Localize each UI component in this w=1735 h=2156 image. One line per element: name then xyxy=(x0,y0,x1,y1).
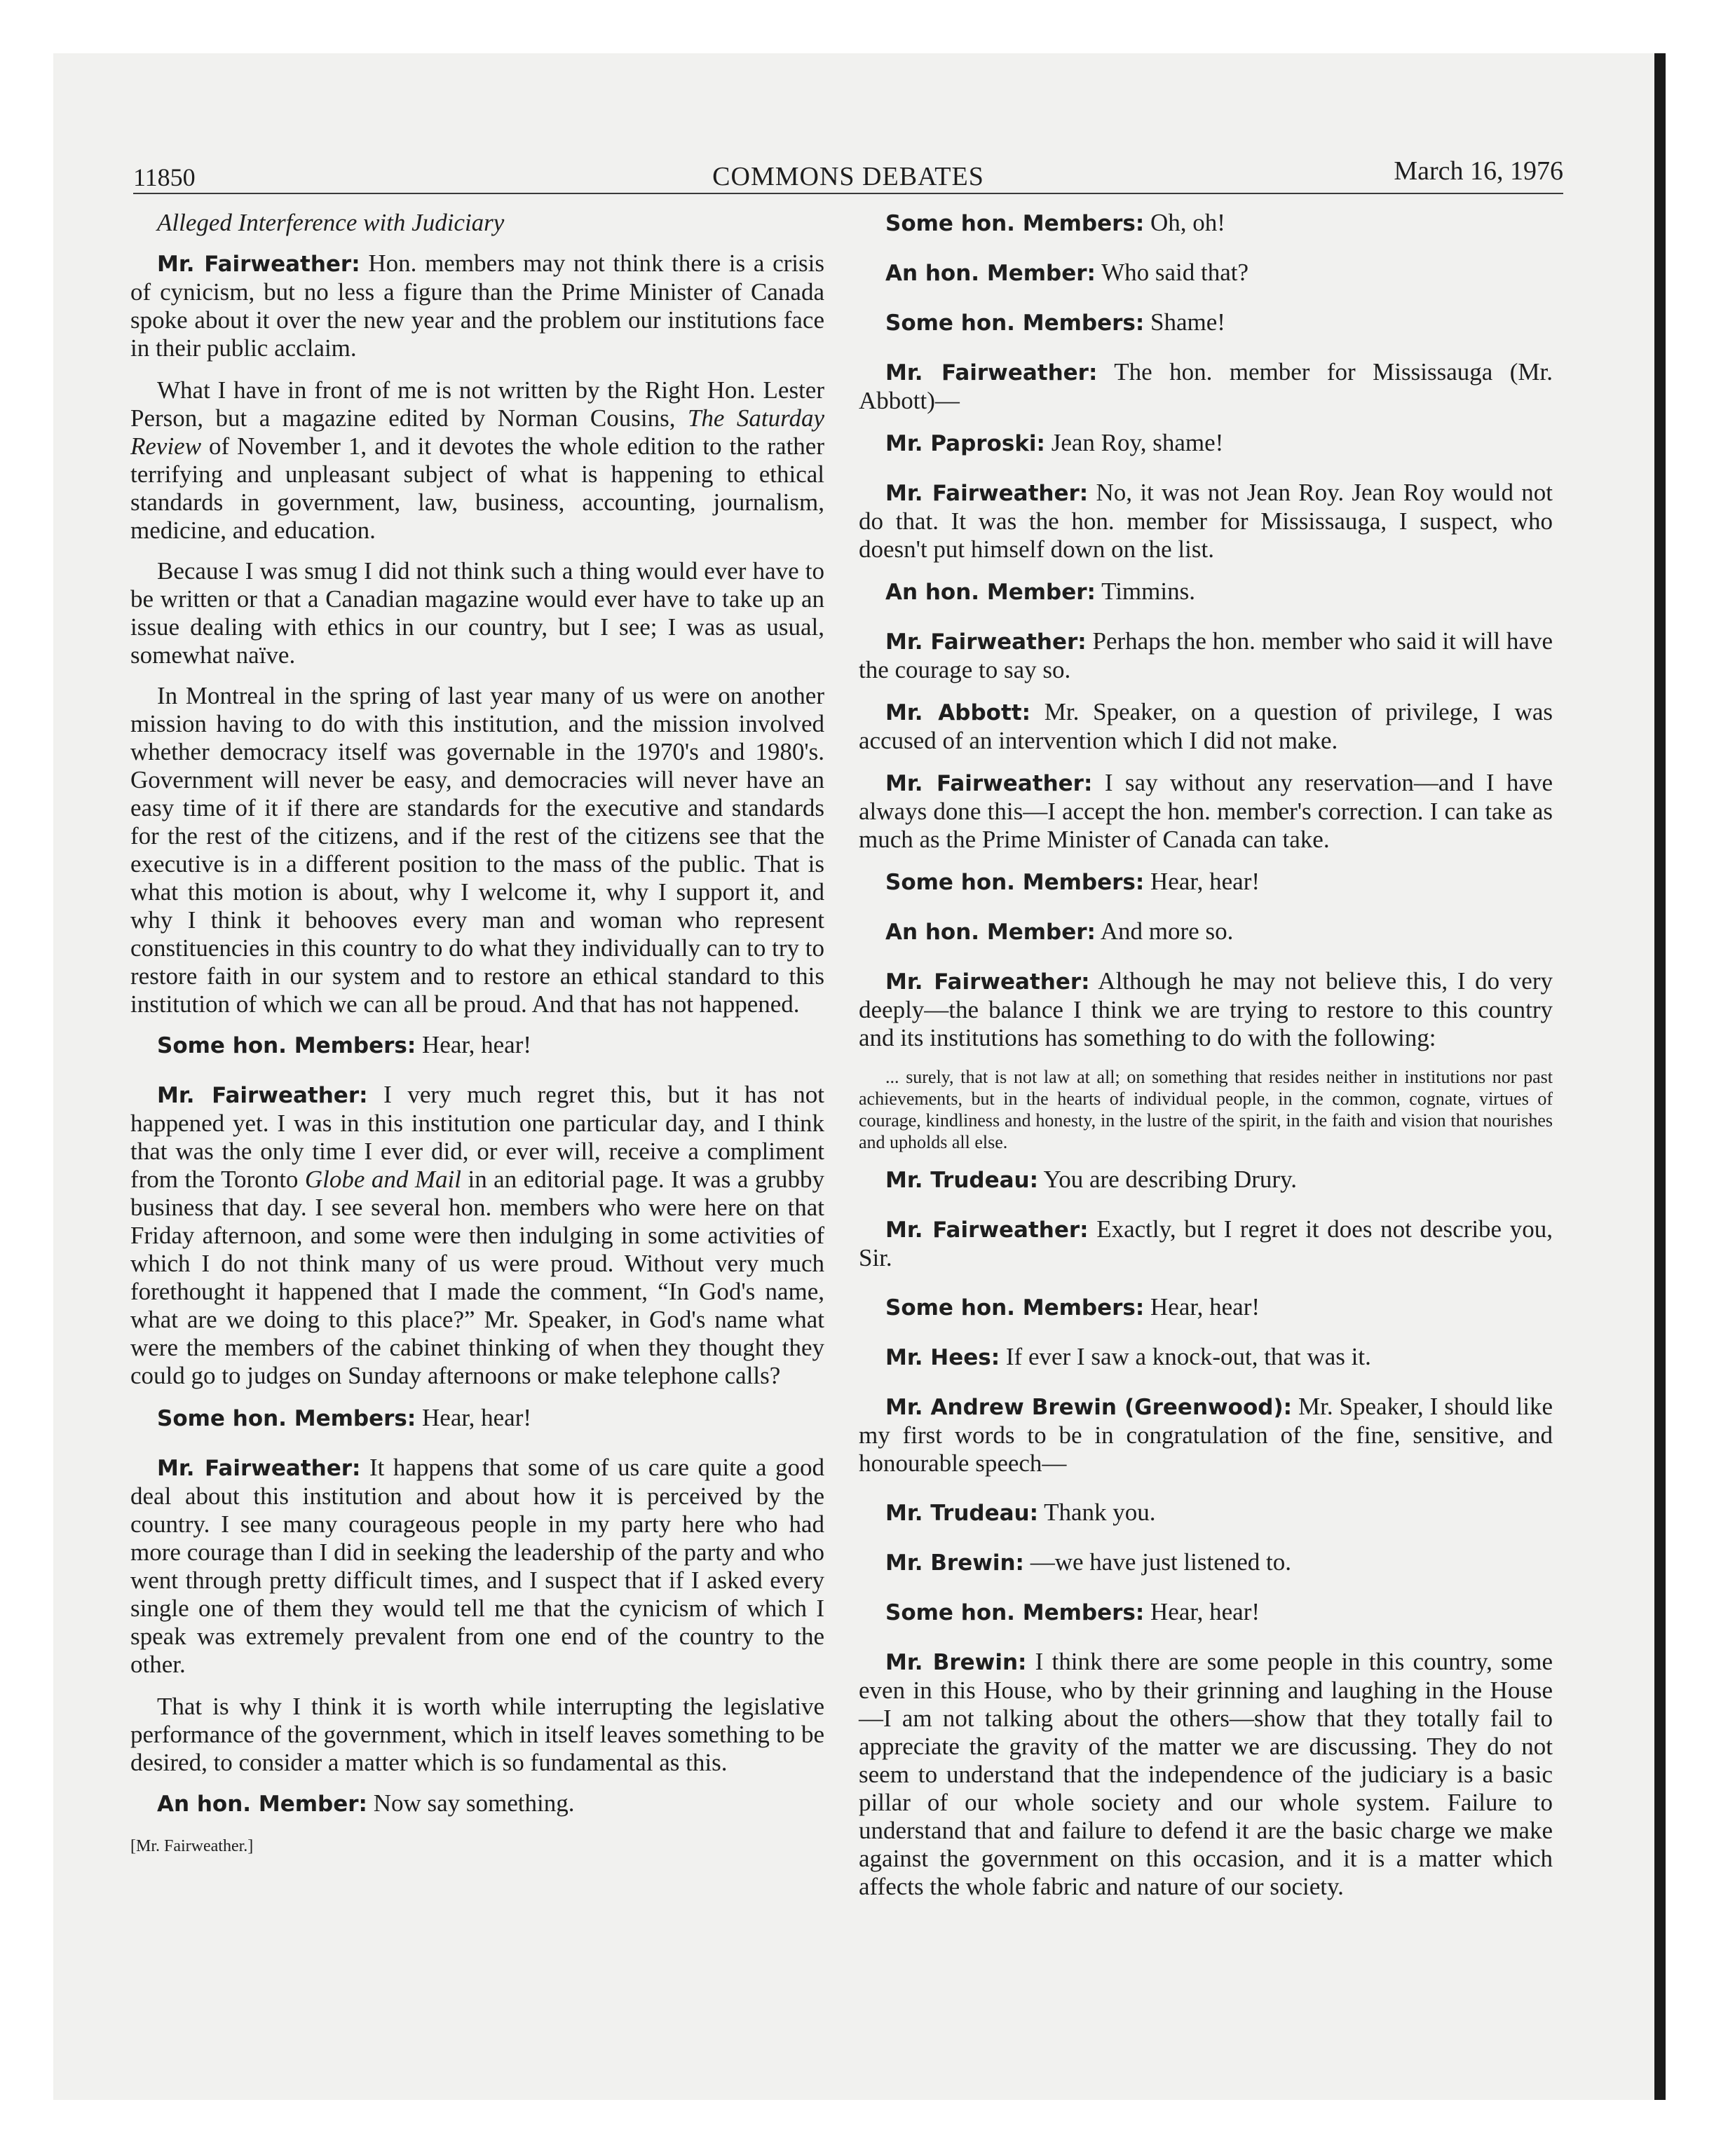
scan-edge-bar xyxy=(1654,53,1666,2100)
speech-text: Hear, hear! xyxy=(422,1404,532,1431)
interjection xyxy=(859,308,1553,337)
body-text: What I have in front of me is not written by the Right Hon. Lester Person, but a magazine edited by Norman Cousins, xyxy=(130,376,824,432)
speech-text: Jean Roy, shame! xyxy=(1051,429,1224,456)
speech-text: Thank you. xyxy=(1044,1499,1156,1526)
speech-text: Shame! xyxy=(1150,308,1225,336)
interjection xyxy=(130,1404,824,1433)
speech-text: Hon. members may not think there is a crisis of cynicism, but no less a figure than the Prime Minister of Canada spoke about it over the new year and the problem our institutions face in their public acclaim. xyxy=(130,250,824,362)
speech-paragraph xyxy=(859,479,1553,564)
speech-text: The hon. member for Mississauga (Mr. Abbott)— xyxy=(859,358,1553,414)
speech-text: And more so. xyxy=(1100,917,1234,945)
speaker-name: Some hon. Members: xyxy=(885,870,1145,895)
speaker-name: An hon. Member: xyxy=(885,920,1096,945)
speaker-name: Some hon. Members: xyxy=(885,1600,1145,1625)
speaker-name: Mr. Paproski: xyxy=(885,431,1045,456)
speech-text: in an editorial page. It was a grubby business that day. I see several hon. members who were here on that Friday afternoon, and some were then indulging in some activities of which I do not think many of us were proud. Without very much forethought it happened that I made the comment, “In God's name, what are we doing to this place?” Mr. Speaker, in God's name what were the members of the cabinet thinking of when they thought they could go to judges on Sunday afternoons or make telephone calls? xyxy=(130,1166,824,1389)
speech-paragraph xyxy=(859,769,1553,854)
interjection xyxy=(859,917,1553,946)
page-header xyxy=(133,156,1563,198)
speaker-name: Mr. Andrew Brewin (Greenwood): xyxy=(885,1395,1293,1420)
speech-text: Perhaps the hon. member who said it will have the courage to say so. xyxy=(859,627,1553,683)
interjection xyxy=(130,1031,824,1060)
interjection xyxy=(859,578,1553,606)
speech-text: I think there are some people in this country, some even in this House, who by their grinning and laughing in the House—I am not talking about the others—show that they totally fail to appreciate the gravity of the matter we are discussing. They do not seem to understand that the independence of the judiciary is a basic pillar of our whole society and our whole system. Failure to understand that and failure to defend it are the basic charge we make against the government on this occasion, and it is a matter which affects the whole fabric and nature of our society. xyxy=(859,1648,1553,1900)
body-paragraph: Because I was smug I did not think such a thing would ever have to be written or that a Canadian magazine would ever have to take up an issue dealing with ethics in our country, but I see; I was as usual, somewhat naïve. xyxy=(130,557,824,669)
interjection xyxy=(859,1166,1553,1194)
speaker-name: Mr. Brewin: xyxy=(885,1550,1024,1576)
section-subhead: Alleged Interference with Judiciary xyxy=(157,209,505,236)
speech-paragraph xyxy=(859,1215,1553,1272)
interjection xyxy=(859,1499,1553,1527)
speaker-footer-note: [Mr. Fairweather.] xyxy=(130,1837,254,1855)
body-paragraph: In Montreal in the spring of last year many of us were on another mission having to do with this institution, and the mission involved whether democracy itself was governable in the 1970's and 1980's. Government will never be easy, and democracies will never have an easy time of it if there are standards for the executive and standards for the rest of the citizens, and if the rest of the citizens see that the executive is in a different position to the mass of the public. That is what this motion is about, why I welcome it, why I support it, and why I think it behooves every man and woman who represent constituencies in this country to do what they individually can to try to restore faith in our system and to restore an ethical standard to this institution of which we can all be proud. And that has not happened. xyxy=(130,682,824,1018)
speaker-name: Some hon. Members: xyxy=(885,211,1145,236)
header-rule xyxy=(133,193,1563,194)
speech-text: I very much regret this, but it has not happened yet. I was in this institution one particular day, and I think that was the only time I ever did, or ever will, receive a compliment from the Toronto xyxy=(130,1081,824,1193)
speaker-name: Mr. Fairweather: xyxy=(885,360,1098,386)
body-paragraph: That is why I think it is worth while interrupting the legislative performance of the government, which in itself leaves something to be desired, to consider a matter which is so fundamental as this. xyxy=(130,1693,824,1776)
speaker-name: Mr. Brewin: xyxy=(885,1650,1027,1675)
speech-paragraph xyxy=(859,358,1553,415)
speech-text: If ever I saw a knock-out, that was it. xyxy=(1005,1343,1371,1370)
speech-paragraph xyxy=(859,698,1553,755)
interjection xyxy=(859,1548,1553,1577)
speaker-name: Mr. Fairweather: xyxy=(885,771,1093,796)
publication-title: Globe and Mail xyxy=(304,1166,461,1193)
left-column xyxy=(130,209,824,1873)
speech-paragraph xyxy=(130,250,824,362)
interjection xyxy=(130,1789,824,1818)
speech-text: Now say something. xyxy=(373,1789,575,1817)
speech-paragraph xyxy=(859,967,1553,1052)
speech-paragraph xyxy=(859,627,1553,684)
interjection xyxy=(859,209,1553,238)
speech-text: Who said that? xyxy=(1101,259,1248,286)
block-quote: ... surely, that is not law at all; on something that resides neither in institutions nor past achievements, but in the hearts of individual people, in the common, cognate, virtues of courage, kindliness and honesty, in the lustre of the spirit, in the faith and vision that nourishes and upholds all else. xyxy=(859,1067,1553,1152)
speaker-name: Some hon. Members: xyxy=(885,1295,1145,1321)
speech-text: Mr. Speaker, I should like my first words to be in congratulation of the fine, sensitive, and honourable speech— xyxy=(859,1393,1553,1477)
speaker-name: Mr. Trudeau: xyxy=(885,1501,1038,1526)
speech-text: —we have just listened to. xyxy=(1030,1548,1292,1576)
body-text: of November 1, and it devotes the whole edition to the rather terrifying and unpleasant subject of what is happening to ethical standards in government, law, business, accounting, journalism, medicine, and education. xyxy=(130,432,824,544)
speaker-name: Some hon. Members: xyxy=(157,1033,416,1058)
speaker-name: Mr. Fairweather: xyxy=(885,629,1087,655)
speech-text: Exactly, but I regret it does not describe you, Sir. xyxy=(859,1215,1553,1271)
speaker-name: An hon. Member: xyxy=(885,261,1096,286)
speech-text: Hear, hear! xyxy=(422,1031,532,1058)
speaker-name: Mr. Fairweather: xyxy=(157,1083,368,1108)
speaker-name: Mr. Fairweather: xyxy=(885,1217,1089,1243)
interjection xyxy=(859,1343,1553,1372)
speech-paragraph xyxy=(130,1081,824,1390)
right-column xyxy=(859,209,1553,1915)
interjection xyxy=(859,259,1553,287)
speech-text: Hear, hear! xyxy=(1150,868,1260,895)
speaker-name: Mr. Abbott: xyxy=(885,700,1030,725)
speaker-name: Mr. Fairweather: xyxy=(885,481,1089,506)
speech-text: Timmins. xyxy=(1101,578,1195,605)
page-number: 11850 xyxy=(133,163,196,191)
body-paragraph xyxy=(130,376,824,545)
speech-text: Although he may not believe this, I do very deeply—the balance I think we are trying to restore to this country and its institutions has something to do with the following: xyxy=(859,967,1553,1051)
speaker-name: Mr. Fairweather: xyxy=(157,1456,361,1481)
speech-paragraph xyxy=(859,1393,1553,1478)
interjection xyxy=(859,429,1553,458)
speaker-name: An hon. Member: xyxy=(157,1792,367,1817)
publication-title: The Saturday Review xyxy=(130,404,824,460)
speech-text: Hear, hear! xyxy=(1150,1293,1260,1321)
page-date: March 16, 1976 xyxy=(1394,156,1563,186)
speech-text: Oh, oh! xyxy=(1150,209,1225,236)
speech-text: You are describing Drury. xyxy=(1043,1166,1298,1193)
speaker-name: Some hon. Members: xyxy=(885,311,1145,336)
speech-paragraph xyxy=(130,1454,824,1679)
interjection xyxy=(859,1293,1553,1322)
speaker-name: Mr. Fairweather: xyxy=(157,252,360,277)
speaker-name: Mr. Hees: xyxy=(885,1345,1000,1370)
speech-text: Mr. Speaker, on a question of privilege, I was accused of an intervention which I did not make. xyxy=(859,698,1553,754)
speech-text: I say without any reservation—and I have always done this—I accept the hon. member's correction. I can take as much as the Prime Minister of Canada can take. xyxy=(859,769,1553,853)
speaker-name: Mr. Fairweather: xyxy=(885,969,1090,995)
speech-text: It happens that some of us care quite a good deal about this institution and about how it is perceived by the country. I see many courageous people in my party here who had more courage than I did in seeking the leadership of the party and who went through pretty difficult times, and I suspect that if I asked every single one of them they would tell me that the cynicism of which I speak was extremely prevalent from one end of the country to the other. xyxy=(130,1454,824,1678)
speaker-name: An hon. Member: xyxy=(885,580,1096,605)
speaker-name: Some hon. Members: xyxy=(157,1406,416,1431)
interjection xyxy=(859,868,1553,896)
journal-title: COMMONS DEBATES xyxy=(712,162,984,191)
speech-text: No, it was not Jean Roy. Jean Roy would not do that. It was the hon. member for Mississauga, I suspect, who doesn't put himself down on the list. xyxy=(859,479,1553,563)
speech-text: Hear, hear! xyxy=(1150,1598,1260,1625)
interjection xyxy=(859,1598,1553,1627)
speech-paragraph xyxy=(859,1648,1553,1901)
speaker-name: Mr. Trudeau: xyxy=(885,1168,1038,1193)
